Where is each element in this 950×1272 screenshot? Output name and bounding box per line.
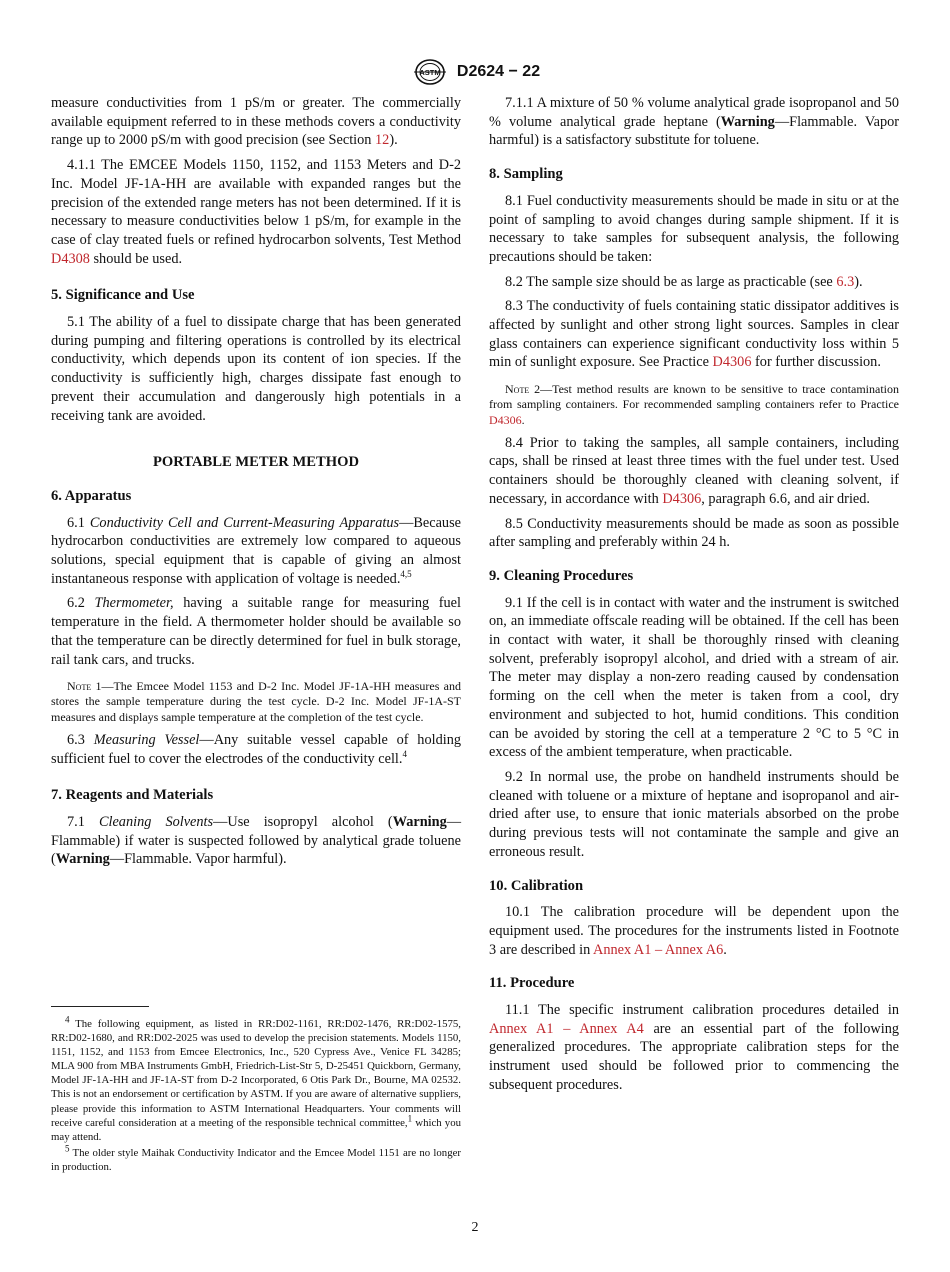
heading-section-5: 5. Significance and Use: [51, 287, 195, 304]
svg-text:ASTM: ASTM: [419, 68, 441, 77]
paragraph-11-1: 11.1 The specific instrument calibration procedures detailed in Annex A1 – Annex A4 are an essential part of the following generalized procedures. The appropriate calibration steps for the instrument used should be followed prior to commencing the subsequent procedures.: [489, 1002, 899, 1093]
right-column: [489, 94, 899, 1101]
paragraph-8-2: 8.2 The sample size should be as large as practicable (see 6.3).: [505, 273, 863, 290]
footnote-4: $^4$ The following equipment, as listed in RR:D02-1161, RR:D02-1476, RR:D02-1575, RR:D02-1680, and RR:D02-2025 was used to develop the precision statements. Models 1150, 1151, 1152, and 1153 from Emcee Electronics, Inc., 520 Cypress Ave., Venice FL 34285; MLA 900 from MBA Instruments GmbH, Friedrich-List-Str 5, D-25451 Quickborn, Germany, Model JF-1A-HH and JF-1A-ST from D-2 Incorporated, 6 Otis Park Dr., Bourne, MA 02532. This is not an endorsement or certification by ASTM. If you are aware of alternative suppliers, please provide this information to ASTM International Headquarters. Your comments will receive careful consideration at a meeting of the responsible technical committee,$^1$ which you may attend.: [51, 1014, 461, 1143]
paragraph-7-1: 7.1 Cleaning Solvents—Use isopropyl alcohol (Warning—Flammable) if water is suspected followed by analytical grade toluene (Warning—Flammable. Vapor harmful).: [51, 814, 462, 868]
annex-a1-a4-link[interactable]: Annex A1 – Annex A4: [489, 1020, 644, 1037]
d4306-link[interactable]: D4306: [489, 412, 522, 427]
astm-logo-icon: [410, 58, 450, 86]
d4306-link[interactable]: D4306: [662, 490, 702, 507]
footnotes: [51, 1014, 461, 1176]
paragraph-10-1: 10.1 The calibration procedure will be dependent upon the equipment used. The procedures for the instruments listed in Footnote 3 are described in Annex A1 – Annex A6.: [489, 904, 899, 958]
paragraph-9-1: 9.1 If the cell is in contact with water and the instrument is switched on, an immediate offscale reading will be obtained. If the cell has been in contact with water, it shall be thoroughly rinsed with cleaning solvent, preferably isopropyl alcohol, and dried with a stream of air. The meter may display a non-zero reading caused by condensation forming on the cell when the meter is taken from a cool, dry environment and subjected to hot, humid conditions. This condition can be avoided by storing the cell at a temperature 2 °C to 5 °C in excess of the ambient temperature, when practicable.: [489, 594, 899, 761]
note-1: Note 1—The Emcee Model 1153 and D-2 Inc. Model JF-1A-HH measures and stores the sample temperature during the test cycle. D-2 Inc. Model JF-1A-ST measures and displays sample temperature at the completion of the test cycle.: [51, 679, 461, 724]
paragraph-6-1: 6.1 Conductivity Cell and Current-Measuring Apparatus—Because hydrocarbon conductivities are extremely low compared to aqueous solutions, special equipment that is capable of giving an almost instantaneous response with application of voltage is needed.$^{4,5}$: [51, 514, 461, 587]
note-2: Note 2—Test method results are known to be sensitive to trace contamination from sampling containers. For recommended sampling containers refer to Practice D4306.: [489, 382, 899, 427]
page-number: 2: [471, 1220, 479, 1235]
heading-section-7: 7. Reagents and Materials: [51, 787, 214, 804]
paragraph-7-1-1: 7.1.1 A mixture of 50 % volume analytical grade isopropanol and 50 % volume analytical grade heptane (Warning—Flammable. Vapor harmful) is a satisfactory substitute for toluene.: [489, 95, 899, 149]
method-title: PORTABLE METER METHOD: [153, 454, 359, 471]
paragraph-6-2: 6.2 Thermometer, having a suitable range for measuring fuel temperature in the field. A thermometer holder should be available so that the temperature can be directly determined for fuel in bulk storage, rail tank cars, and trucks.: [51, 595, 461, 668]
paragraph-5-1: 5.1 The ability of a fuel to dissipate charge that has been generated during pumping and filtering operations is controlled by its electrical conductivity, which depends upon its content of ion species. If the conductivity is sufficiently high, charges dissipate fast enough to prevent their accumulation and dangerously high potentials in a receiving tank are avoided.: [51, 314, 461, 424]
heading-section-10: 10. Calibration: [489, 877, 584, 894]
footnote-divider: [51, 1006, 149, 1007]
heading-section-8: 8. Sampling: [489, 166, 563, 183]
page-header: [0, 58, 950, 86]
paragraph-9-2: 9.2 In normal use, the probe on handheld instruments should be cleaned with toluene or a mixture of heptane and isopropanol and air-dried after use, to ensure that ionic materials absorbed on the probe during previous tests will not contaminate the sample and give an erroneous result.: [489, 769, 899, 860]
section-12-link[interactable]: 12: [375, 132, 390, 149]
heading-section-11: 11. Procedure: [489, 975, 575, 992]
footnote-5: $^5$ The older style Maihak Conductivity Indicator and the Emcee Model 1151 are no longer in production.: [51, 1143, 461, 1173]
heading-section-6: 6. Apparatus: [51, 487, 132, 504]
paragraph-intro: measure conductivities from 1 pS/m or greater. The commercially available equipment referred to in these methods covers a conductivity range up to 2000 pS/m with good precision (see Section 12).: [51, 95, 461, 149]
annex-a1-a6-link[interactable]: Annex A1 – Annex A6: [593, 941, 724, 958]
paragraph-8-4: 8.4 Prior to taking the samples, all sample containers, including caps, shall be rinsed at least three times with the fuel under test. Used containers should be thoroughly cleaned with cleaning solvent, if necessary, in accordance with D4306, paragraph 6.6, and air dried.: [489, 434, 899, 507]
paragraph-4-1-1: 4.1.1 The EMCEE Models 1150, 1152, and 1153 Meters and D-2 Inc. Model JF-1A-HH are available with expanded ranges but the precision of the extended range meters has not been determined. If it is necessary to measure conductivities below 1 pS/m, for example in the case of clay treated fuels or refined hydrocarbon solvents, Test Method D4308 should be used.: [51, 157, 461, 267]
paragraph-8-3: 8.3 The conductivity of fuels containing static dissipator additives is affected by sunlight and other strong light sources. Samples in clear glass containers can experience significant conductivity loss within 5 min of sunlight exposure. See Practice D4306 for further discussion.: [489, 298, 899, 371]
heading-section-9: 9. Cleaning Procedures: [489, 567, 634, 584]
paragraph-8-5: 8.5 Conductivity measurements should be made as soon as possible after sampling and preferably within 24 h.: [489, 515, 899, 551]
left-column: [51, 94, 461, 875]
paragraph-8-1: 8.1 Fuel conductivity measurements should be made in situ or at the point of sampling to avoid changes during sample shipment. If it is necessary to take samples for subsequent analysis, the following precautions should be taken:: [489, 192, 899, 265]
document-designation: D2624 − 22: [456, 63, 541, 80]
d4308-link[interactable]: D4308: [51, 250, 90, 267]
paragraph-6-3: 6.3 Measuring Vessel—Any suitable vessel capable of holding sufficient fuel to cover the electrodes of the conductivity cell.$^4$: [51, 731, 461, 767]
section-6-3-link[interactable]: 6.3: [836, 273, 855, 290]
d4306-link[interactable]: D4306: [712, 354, 752, 371]
